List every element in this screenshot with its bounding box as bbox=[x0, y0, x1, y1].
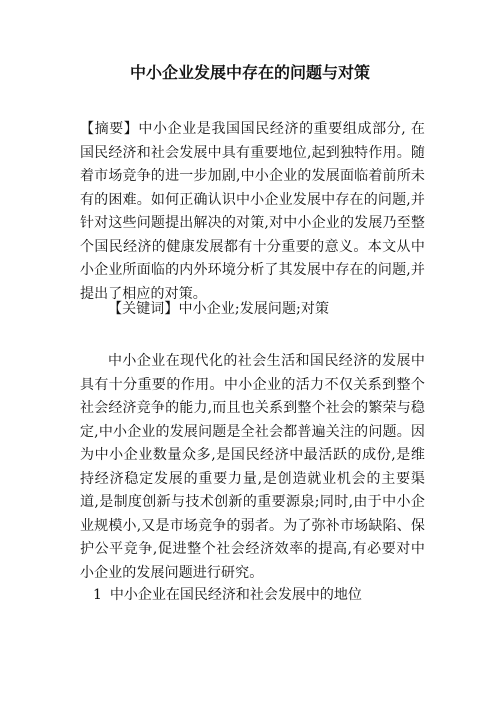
keywords-paragraph bbox=[108, 298, 428, 322]
keywords-text: 中小企业;发展问题;对策 bbox=[178, 301, 330, 317]
abstract-text: 中小企业是我国国民经济的重要组成部分, 在国民经济和社会发展中具有重要地位,起到独特作用。随着市场竞争的进一步加剧,中小企业的发展面临着前所未有的困难。如何正确认识中小企业发展中存在的问题,并针对这些问题提出解决的对策,对中小企业的发展乃至整个国民经济的健康发展都有十分重要的意义。本文从中小企业所面临的内外环境分析了其发展中存在的问题,并提出了相应的对策。 bbox=[80, 121, 425, 302]
section-number: 1 bbox=[93, 587, 102, 603]
section-heading bbox=[93, 584, 433, 606]
document-title: 中小企业发展中存在的问题与对策 bbox=[129, 63, 370, 82]
abstract-paragraph bbox=[80, 118, 425, 306]
keywords-label: 【关键词】 bbox=[108, 301, 179, 317]
body-paragraph: 中小企业在现代化的社会生活和国民经济的发展中具有十分重要的作用。中小企业的活力不仅关系到整个社会经济竞争的能力,而且也关系到整个社会的繁荣与稳定,中小企业的发展问题是全社会都普遍关注的问题。因为中小企业数量众多,是国民经济中最活跃的成份,是维持经济稳定发展的重要力量,是创造就业机会的主要渠道,是制度创新与技术创新的重要源泉;同时,由于中小企业规模小,又是市场竞争的弱者。为了弥补市场缺陷、保护公平竞争,促进整个社会经济效率的提高,有必要对中小企业的发展问题进行研究。 bbox=[80, 353, 425, 581]
section-title: 中小企业在国民经济和社会发展中的地位 bbox=[109, 587, 362, 603]
abstract-label: 【摘要】 bbox=[80, 121, 139, 137]
